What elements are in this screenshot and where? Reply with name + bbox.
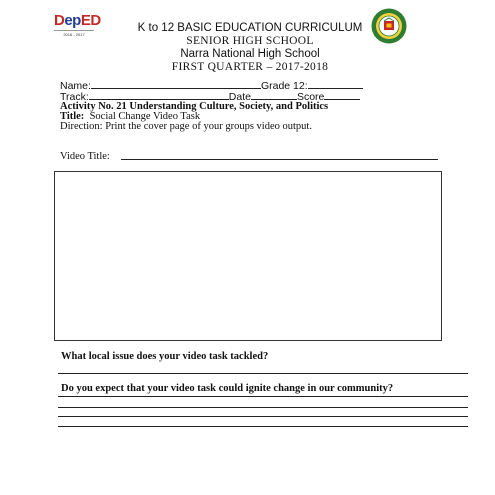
title-label: Title: [60, 111, 85, 122]
activity-heading: Activity No. 21 Understanding Culture, Society, and Politics [60, 101, 329, 112]
curriculum-heading: K to 12 BASIC EDUCATION CURRICULUM [137, 22, 363, 34]
deped-letters-ed: ED [80, 12, 101, 29]
name-field[interactable] [91, 79, 261, 89]
deped-letters-ep: ep [64, 12, 81, 29]
direction-text: Direction: Print the cover page of your groups video output. [60, 121, 312, 132]
grade-label: Grade 12: [260, 80, 308, 92]
deped-tagline: 2016 - 2017 [54, 30, 94, 37]
deped-wordmark [54, 13, 102, 29]
video-title-field[interactable] [121, 159, 438, 160]
score-label: Score [296, 91, 325, 103]
answer-line[interactable] [58, 396, 468, 397]
date-field[interactable] [251, 90, 297, 100]
date-label: Date [228, 91, 251, 103]
answer-line[interactable] [58, 373, 468, 374]
deped-logo [54, 13, 102, 39]
answer-line[interactable] [58, 416, 468, 417]
track-label: Track: [60, 91, 89, 103]
grade-field[interactable] [308, 79, 363, 89]
video-title-row [60, 151, 110, 163]
cover-page-box[interactable] [54, 171, 442, 341]
title-value: Social Change Video Task [89, 111, 201, 122]
school-name: Narra National High School [180, 48, 320, 60]
question-ignite-change: Do you expect that your video task could ignite change in our community? [61, 383, 394, 394]
name-label: Name: [60, 80, 91, 92]
senior-high-heading: SENIOR HIGH SCHOOL [186, 35, 314, 47]
score-field[interactable] [324, 90, 360, 100]
track-field[interactable] [89, 90, 229, 100]
question-local-issue: What local issue does your video task tackled? [61, 351, 269, 362]
answer-line[interactable] [58, 426, 468, 427]
video-title-label: Video Title: [60, 151, 110, 162]
answer-line[interactable] [58, 407, 468, 408]
deped-letter-d: D [54, 12, 65, 29]
quarter-heading: FIRST QUARTER – 2017-2018 [171, 61, 329, 73]
